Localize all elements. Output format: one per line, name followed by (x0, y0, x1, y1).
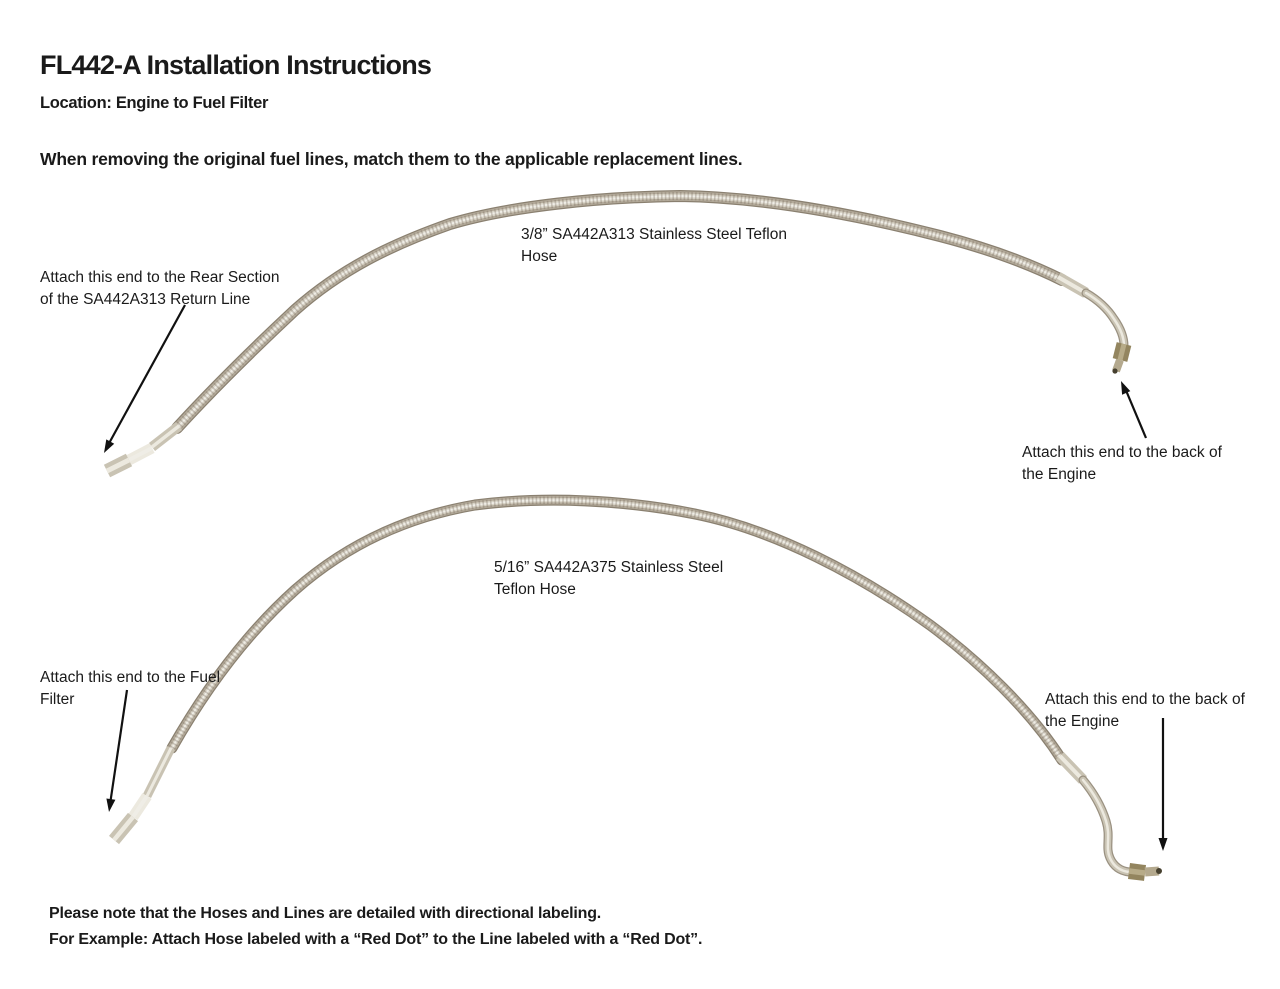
hose1-left-callout-line1: Attach this end to the Rear Section (40, 269, 280, 286)
intro-note: When removing the original fuel lines, match them to the applicable replacement lines. (40, 149, 743, 169)
page-title: FL442-A Installation Instructions (40, 50, 432, 80)
hose2-left-callout-line2: Filter (40, 691, 75, 708)
hose2-right-callout-line2: the Engine (1045, 713, 1120, 730)
hose2-left-fitting (114, 748, 171, 840)
footer-note (49, 901, 702, 953)
hose2-left-callout (40, 667, 220, 711)
hose1-left-fitting (107, 426, 179, 471)
footer-note-line2: For Example: Attach Hose labeled with a “Red Dot” to the Line labeled with a “Red Dot”. (49, 931, 703, 948)
hose2-label-line2: Teflon Hose (494, 581, 576, 598)
hose1-right-arrow (1121, 381, 1146, 438)
hose2-braided-section (172, 500, 1062, 760)
hose1-label-line2: Hose (521, 248, 558, 265)
hose1-right-fitting (1058, 277, 1124, 374)
footer-note-line1: Please note that the Hoses and Lines are detailed with directional labeling. (49, 905, 602, 922)
location-subtitle: Location: Engine to Fuel Filter (40, 94, 269, 112)
hose1-right-callout-line1: Attach this end to the back of (1022, 444, 1222, 461)
hose2-right-arrow (1159, 718, 1168, 851)
hose1-right-callout-line2: the Engine (1022, 466, 1097, 483)
hose1-right-callout (1022, 442, 1222, 486)
hose2-right-callout (1045, 689, 1245, 733)
hose2-label-line1: 5/16” SA442A375 Stainless Steel (494, 559, 724, 576)
hose2-left-callout-line1: Attach this end to the Fuel (40, 669, 221, 686)
hose1-label-line1: 3/8” SA442A313 Stainless Steel Teflon (521, 226, 787, 243)
hose2-label (494, 557, 723, 601)
hose2-right-callout-line1: Attach this end to the back of (1045, 691, 1245, 708)
hose1-left-callout (40, 267, 280, 311)
hose2-right-fitting (1060, 756, 1162, 874)
hose1-left-callout-line2: of the SA442A313 Return Line (40, 291, 251, 308)
hose1-label (521, 224, 787, 268)
